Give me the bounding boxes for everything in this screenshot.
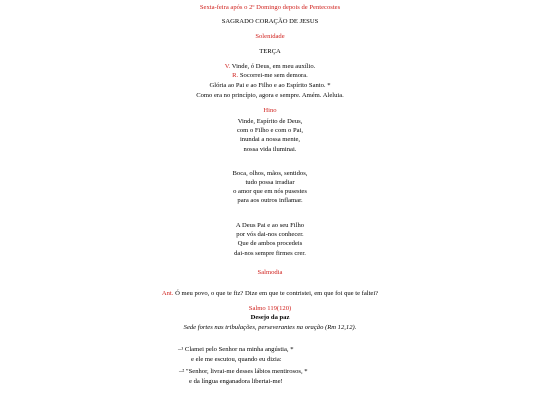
r-marker: R. <box>232 72 239 79</box>
hymn-line: Vinde, Espírito de Deus, <box>237 118 303 125</box>
antiphon-text: Ó meu povo, o que te fiz? Dize em que te contristei, em que foi que te faltei? <box>175 290 379 297</box>
hymn-heading: Hino <box>263 107 277 114</box>
psalmody-heading: Salmodia <box>257 269 283 276</box>
hymn-line: nossa vida iluminai. <box>243 146 297 153</box>
ant-marker: Ant. <box>161 290 174 297</box>
hymn-line: A Deus Pai e ao seu Filho <box>235 222 305 229</box>
gloria-line-2: Como era no princípio, agora e sempre. Amém. Aleluia. <box>196 92 344 99</box>
date-rubric: Sexta-feira após o 2º Domingo depois de Pentecostes <box>199 4 341 11</box>
hymn-line: dai-nos sempre firmes crer. <box>234 250 306 257</box>
response-text: Socorrei-me sem demora. <box>239 72 308 79</box>
v-marker: V. <box>224 63 231 70</box>
psalm-subtitle: Desejo da paz <box>250 314 290 321</box>
psalm-verse: –¹ Clamei pelo Senhor na minha angústia, * <box>178 346 294 353</box>
hymn-line: tudo possa irradiar <box>245 179 295 186</box>
psalm-quote: Sede fortes nas tribulações, perseverantes na oração (Rm 12,12). <box>183 324 357 331</box>
rank-rubric: Solenidade <box>255 33 285 40</box>
hymn-line: com o Filho e com o Pai, <box>236 127 304 134</box>
psalm-verse: e ele me escutou, quando eu dizia: <box>191 356 282 363</box>
hymn-line: para aos outros inflamar. <box>237 197 303 204</box>
feast-title: SAGRADO CORAÇÃO DE JESUS <box>221 18 319 25</box>
hymn-line: Boca, olhos, mãos, sentidos, <box>232 170 308 177</box>
antiphon-line <box>0 290 540 298</box>
hour-title: TERÇA <box>259 48 281 55</box>
psalm-title: Salmo 119(120) <box>248 305 292 312</box>
hymn-line: por vós dai-nos conhecer. <box>236 231 304 238</box>
hymn-line: inundai a nossa mente, <box>239 136 301 143</box>
versicle-text: Vinde, ó Deus, em meu auxílio. <box>231 63 316 70</box>
response-line <box>0 72 540 80</box>
gloria-line-1: Glória ao Pai e ao Filho e ao Espírito Santo. * <box>209 82 331 89</box>
versicle-line <box>0 63 540 71</box>
psalm-verse: e da língua enganadora libertai-me! <box>189 378 283 385</box>
hymn-line: Que de ambos procedeis <box>237 240 303 247</box>
hymn-line: o amor que em nós pusestes <box>233 188 307 195</box>
psalm-verse: –² "Senhor, livrai-me desses lábios mentirosos, * <box>179 368 308 375</box>
